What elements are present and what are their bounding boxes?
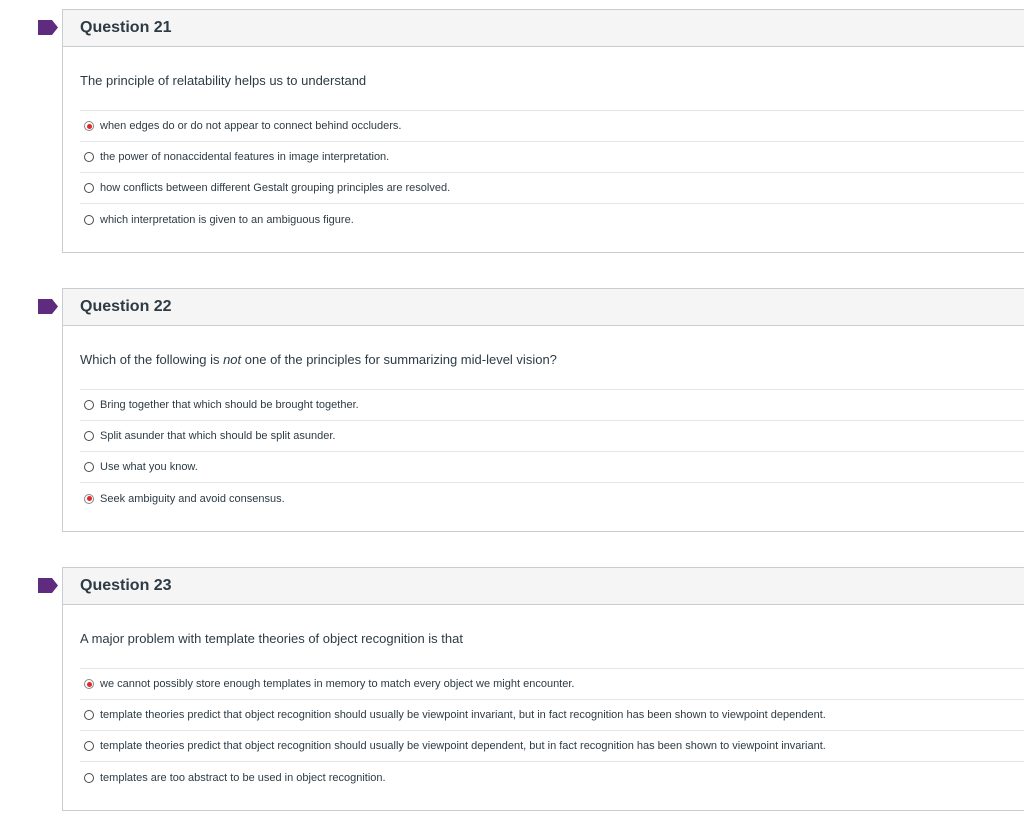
- answer-option[interactable]: [80, 173, 1024, 204]
- answer-label: template theories predict that object recognition should usually be viewpoint dependent, but in fact recognition has been shown to viewpoint invariant.: [100, 740, 826, 752]
- question-prompt: The principle of relatability helps us to understand: [80, 73, 367, 88]
- question-title: Question 23: [80, 577, 172, 594]
- question-flag-icon[interactable]: [38, 20, 58, 35]
- answer-label: which interpretation is given to an ambiguous figure.: [100, 213, 354, 226]
- question-header: [63, 10, 1024, 47]
- question-title: Question 21: [80, 19, 172, 36]
- answer-label: Split asunder that which should be split asunder.: [100, 430, 336, 442]
- question-header: [63, 289, 1024, 326]
- answer-label: Seek ambiguity and avoid consensus.: [100, 492, 285, 505]
- answer-option[interactable]: [80, 421, 1024, 452]
- answer-list: [80, 110, 1024, 235]
- radio-icon[interactable]: [84, 215, 94, 225]
- question-prompt: A major problem with template theories of object recognition is that: [80, 631, 463, 646]
- answer-option[interactable]: [80, 390, 1024, 421]
- answer-option[interactable]: [80, 483, 1024, 514]
- answer-list: [80, 668, 1024, 793]
- radio-icon[interactable]: [84, 462, 94, 472]
- answer-option[interactable]: [80, 452, 1024, 483]
- answer-label: when edges do or do not appear to connect behind occluders.: [100, 120, 402, 132]
- question-title: Question 22: [80, 298, 172, 315]
- answer-label: we cannot possibly store enough templates in memory to match every object we might encounter.: [100, 678, 575, 690]
- radio-selected-icon[interactable]: [84, 679, 94, 689]
- question-card: [62, 9, 1024, 253]
- radio-icon[interactable]: [84, 710, 94, 720]
- radio-icon[interactable]: [84, 773, 94, 783]
- radio-icon[interactable]: [84, 183, 94, 193]
- question-flag-icon[interactable]: [38, 578, 58, 593]
- answer-label: Bring together that which should be brought together.: [100, 399, 359, 411]
- radio-selected-icon[interactable]: [84, 494, 94, 504]
- radio-icon[interactable]: [84, 400, 94, 410]
- question-card: [62, 288, 1024, 532]
- question-flag-icon[interactable]: [38, 299, 58, 314]
- answer-option[interactable]: [80, 669, 1024, 700]
- answer-option[interactable]: [80, 700, 1024, 731]
- answer-label: the power of nonaccidental features in image interpretation.: [100, 151, 390, 163]
- answer-option[interactable]: [80, 111, 1024, 142]
- radio-selected-icon[interactable]: [84, 121, 94, 131]
- answer-list: [80, 389, 1024, 514]
- answer-option[interactable]: [80, 142, 1024, 173]
- answer-label: templates are too abstract to be used in object recognition.: [100, 771, 386, 784]
- question-header: [63, 568, 1024, 605]
- radio-icon[interactable]: [84, 152, 94, 162]
- question-prompt: Which of the following is not one of the principles for summarizing mid-level vision?: [80, 352, 557, 367]
- answer-option[interactable]: [80, 762, 1024, 793]
- answer-label: Use what you know.: [100, 461, 198, 473]
- radio-icon[interactable]: [84, 431, 94, 441]
- answer-label: template theories predict that object recognition should usually be viewpoint invariant, but in fact recognition has been shown to viewpoint dependent.: [100, 709, 826, 721]
- question-card: [62, 567, 1024, 811]
- radio-icon[interactable]: [84, 741, 94, 751]
- answer-option[interactable]: [80, 204, 1024, 235]
- answer-label: how conflicts between different Gestalt grouping principles are resolved.: [100, 182, 451, 194]
- answer-option[interactable]: [80, 731, 1024, 762]
